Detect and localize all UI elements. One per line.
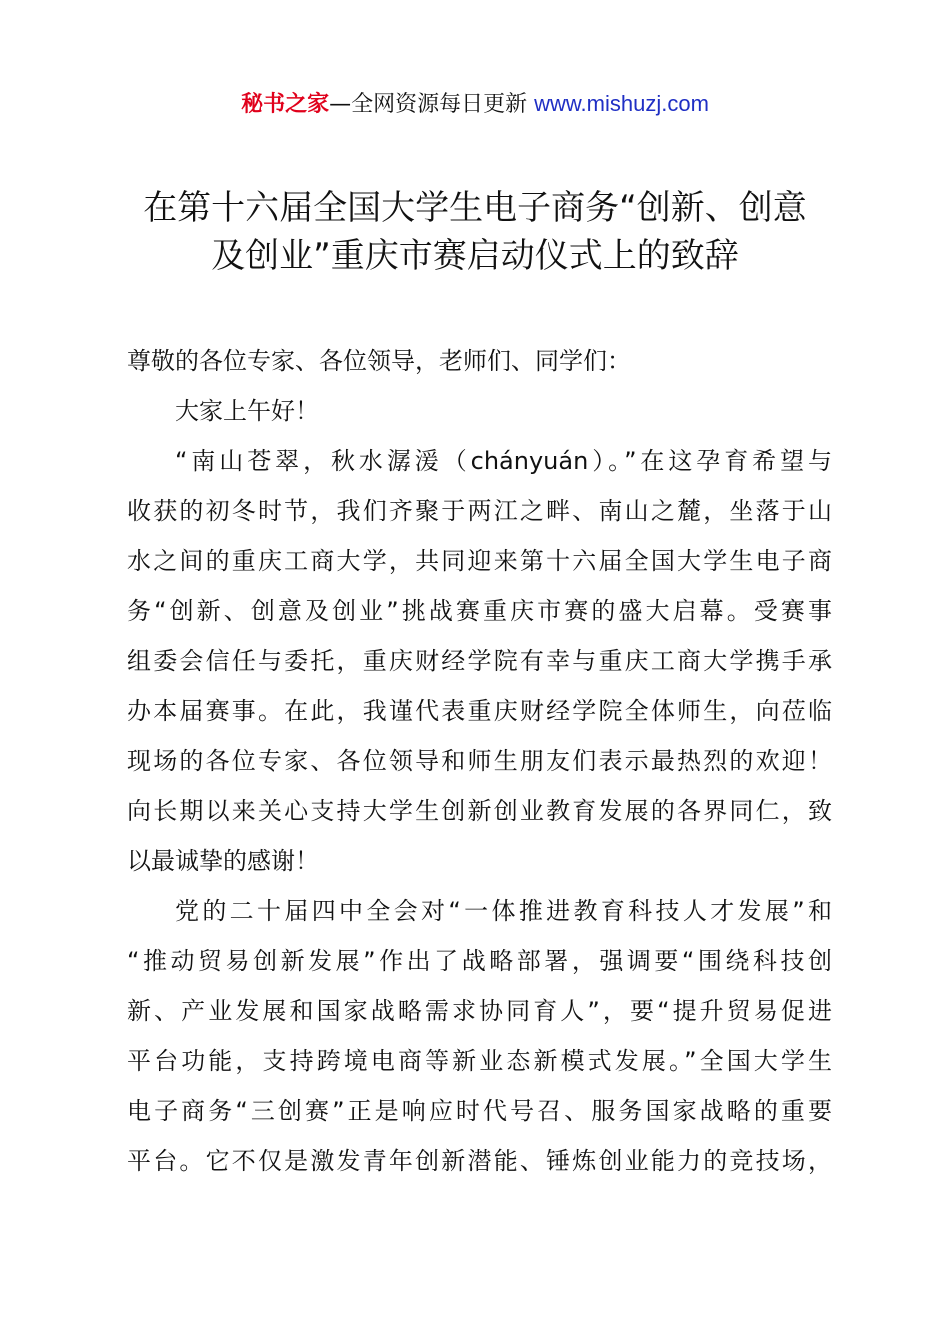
- paragraph-line: 收获的初冬时节，我们齐聚于两江之畔、南山之麓，坐落于山: [127, 497, 832, 525]
- paragraph-line: 平台。它不仅是激发青年创新潜能、锤炼创业能力的竞技场，: [127, 1147, 832, 1175]
- paragraph-line: 水之间的重庆工商大学，共同迎来第十六届全国大学生电子商: [127, 547, 832, 575]
- paragraph-line: 现场的各位专家、各位领导和师生朋友们表示最热烈的欢迎！: [127, 747, 832, 775]
- brand-name: 秘书之家: [241, 92, 330, 117]
- site-url-link[interactable]: www.mishuzj.com: [534, 91, 709, 116]
- paragraph-1: [127, 436, 832, 886]
- paragraph-line: 向长期以来关心支持大学生创新创业教育发展的各界同仁，致: [127, 797, 832, 825]
- title-line-2: 及创业”重庆市赛启动仪式上的致辞: [211, 236, 739, 276]
- site-header: [0, 88, 950, 121]
- paragraph-line: 党的二十届四中全会对“一体推进教育科技人才发展”和: [175, 897, 832, 925]
- paragraph-line: 电子商务“三创赛”正是响应时代号召、服务国家战略的重要: [127, 1097, 832, 1125]
- paragraph-line: 以最诚挚的感谢！: [127, 847, 319, 875]
- title-line-1: 在第十六届全国大学生电子商务“创新、创意: [143, 188, 807, 228]
- paragraph-line: 务“创新、创意及创业”挑战赛重庆市赛的盛大启幕。受赛事: [127, 597, 832, 625]
- greeting: 大家上午好！: [175, 397, 319, 425]
- document-title: [110, 184, 840, 280]
- paragraph-line: 组委会信任与委托，重庆财经学院有幸与重庆工商大学携手承: [127, 647, 832, 675]
- paragraph-line: 办本届赛事。在此，我谨代表重庆财经学院全体师生，向莅临: [127, 697, 832, 725]
- paragraph-line: “推动贸易创新发展”作出了战略部署，强调要“围绕科技创: [127, 947, 832, 975]
- paragraph-2: [127, 886, 832, 1186]
- paragraph-line: 平台功能，支持跨境电商等新业态新模式发展。”全国大学生: [127, 1047, 832, 1075]
- salutation: 尊敬的各位专家、各位领导，老师们、同学们：: [127, 347, 631, 375]
- header-tagline: —全网资源每日更新: [329, 92, 535, 117]
- document-body: [127, 336, 832, 1186]
- paragraph-line: “南山苍翠，秋水潺湲（chányuán）。”在这孕育希望与: [175, 447, 832, 475]
- paragraph-line: 新、产业发展和国家战略需求协同育人”，要“提升贸易促进: [127, 997, 832, 1025]
